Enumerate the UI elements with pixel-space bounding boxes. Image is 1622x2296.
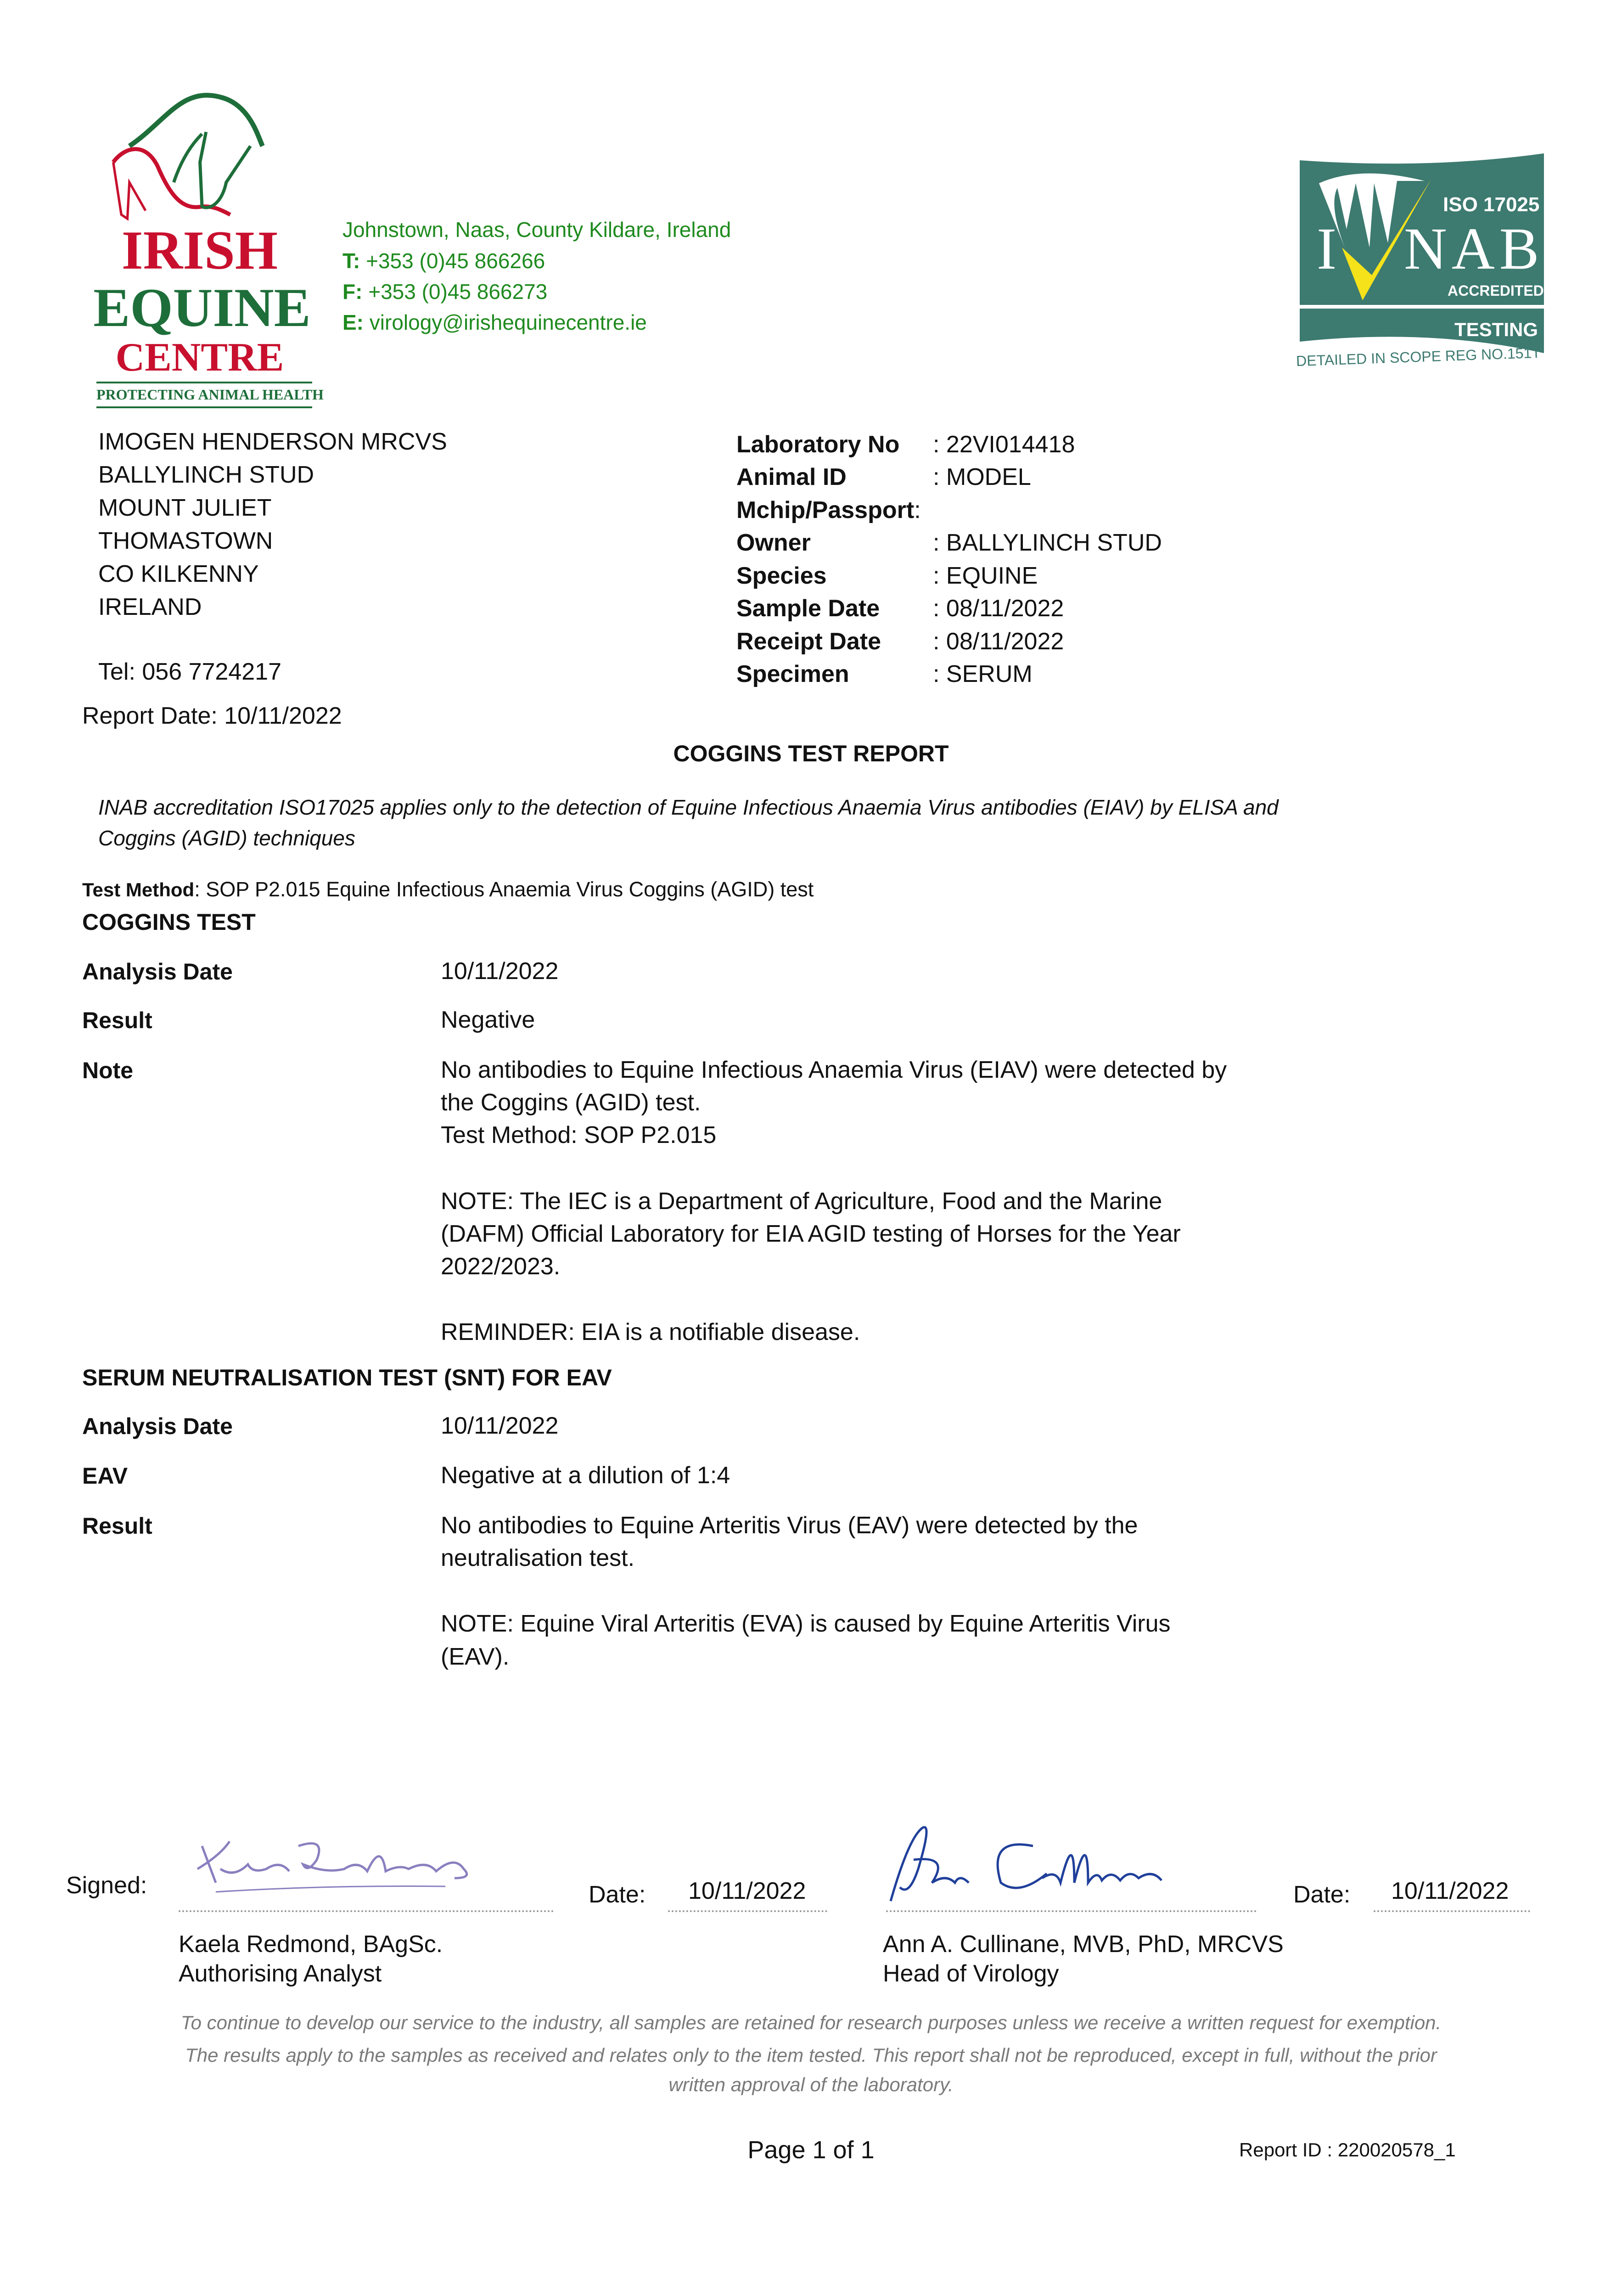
inab-iso: ISO 17025	[1443, 193, 1540, 216]
eav-label: EAV	[82, 1463, 128, 1489]
info-label: Owner	[736, 529, 811, 556]
sign-date-value: 10/11/2022	[688, 1878, 806, 1904]
info-value: : 22VI014418	[933, 431, 1075, 458]
fax-value: +353 (0)45 866273	[368, 280, 548, 304]
test-method-value: : SOP P2.015 Equine Infectious Anaemia Virus Coggins (AGID) test	[194, 878, 814, 901]
note-line: (DAFM) Official Laboratory for EIA AGID testing of Horses for the Year	[441, 1221, 1181, 1247]
info-value: : EQUINE	[933, 563, 1038, 589]
inab-testing: TESTING	[1454, 319, 1538, 340]
contact-address: Johnstown, Naas, County Kildare, Ireland	[342, 218, 731, 242]
info-label: Animal ID	[736, 464, 847, 490]
signer-name: Kaela Redmond, BAgSc.	[179, 1931, 443, 1958]
inab-accredited: ACCREDITED	[1448, 282, 1544, 299]
signer-role: Authorising Analyst	[179, 1960, 382, 1987]
address-line: IRELAND	[98, 594, 202, 620]
horse-logo-icon	[87, 90, 317, 223]
date-label: Date:	[1293, 1881, 1351, 1908]
result-label: Result	[82, 1007, 152, 1033]
footer-disclaimer: written approval of the laboratory.	[668, 2074, 954, 2095]
report-date: Report Date: 10/11/2022	[82, 703, 342, 729]
info-label: Receipt Date	[736, 628, 881, 655]
signature-line	[179, 1910, 554, 1912]
info-value: : MODEL	[933, 464, 1031, 490]
phone-value: +353 (0)45 866266	[366, 249, 545, 273]
contact-phone	[342, 250, 545, 271]
note-line: No antibodies to Equine Infectious Anaemia Virus (EIAV) were detected by	[441, 1057, 1227, 1083]
footer-disclaimer: To continue to develop our service to the industry, all samples are retained for research purposes unless we receive a written request for exemption.	[180, 2012, 1442, 2033]
snt-result-label: Result	[82, 1513, 152, 1539]
logo-equine: EQUINE	[93, 277, 311, 338]
snt-analysis-date-value: 10/11/2022	[441, 1412, 559, 1439]
snt-heading: SERUM NEUTRALISATION TEST (SNT) FOR EAV	[82, 1365, 612, 1390]
accreditation-note: Coggins (AGID) techniques	[98, 826, 355, 850]
date-line	[668, 1910, 827, 1912]
accreditation-note: INAB accreditation ISO17025 applies only to the detection of Equine Infectious Anaemia Virus antibodies (EIAV) by ELISA and	[98, 795, 1279, 819]
info-label: Sample Date	[736, 595, 880, 622]
date-label: Date:	[589, 1881, 646, 1908]
handwritten-signature-icon	[881, 1818, 1203, 1906]
info-label: Species	[736, 563, 827, 589]
inab-i: I	[1317, 216, 1337, 282]
eav-value: Negative at a dilution of 1:4	[441, 1462, 730, 1489]
logo-centre: CENTRE	[115, 335, 284, 380]
signature-ann-cullinane	[881, 1818, 1203, 1906]
signer-role: Head of Virology	[883, 1960, 1059, 1987]
irish-equine-centre-logo	[87, 90, 324, 411]
address-line: MOUNT JULIET	[98, 495, 272, 521]
snt-result-line: NOTE: Equine Viral Arteritis (EVA) is caused by Equine Arteritis Virus	[441, 1610, 1171, 1637]
sign-date-value: 10/11/2022	[1391, 1878, 1509, 1904]
snt-analysis-date-label: Analysis Date	[82, 1413, 233, 1439]
email-label: E:	[342, 310, 364, 334]
note-label: Note	[82, 1058, 134, 1083]
coggins-heading: COGGINS TEST	[82, 909, 256, 935]
info-label: Mchip/Passport	[736, 497, 915, 523]
inab-nab: NAB	[1404, 216, 1544, 282]
logo-irish: IRISH	[121, 219, 278, 281]
report-title: COGGINS TEST REPORT	[673, 741, 949, 766]
logo-tagline: PROTECTING ANIMAL HEALTH	[96, 386, 324, 403]
phone-label: T:	[342, 249, 360, 273]
signer-name: Ann A. Cullinane, MVB, PhD, MRCVS	[883, 1931, 1284, 1958]
info-value: : BALLYLINCH STUD	[933, 529, 1162, 556]
recipient-tel: Tel: 056 7724217	[98, 658, 282, 685]
info-value: : 08/11/2022	[933, 595, 1064, 622]
fax-label: F:	[342, 280, 363, 304]
contact-fax	[342, 281, 547, 302]
signature-kaela-redmond	[188, 1828, 487, 1901]
note-line: NOTE: The IEC is a Department of Agriculture, Food and the Marine	[441, 1188, 1162, 1215]
handwritten-signature-icon	[188, 1828, 487, 1901]
note-line: the Coggins (AGID) test.	[441, 1089, 701, 1116]
address-line: THOMASTOWN	[98, 528, 273, 554]
address-line: CO KILKENNY	[98, 561, 259, 587]
contact-email	[342, 312, 647, 333]
info-value: : 08/11/2022	[933, 628, 1064, 655]
note-line: REMINDER: EIA is a notifiable disease.	[441, 1319, 860, 1345]
result-value: Negative	[441, 1007, 535, 1033]
address-line: BALLYLINCH STUD	[98, 461, 314, 488]
address-line: IMOGEN HENDERSON MRCVS	[98, 428, 447, 455]
info-label: Specimen	[736, 661, 849, 687]
info-row-mchip	[736, 498, 921, 522]
page-number: Page 1 of 1	[747, 2136, 875, 2164]
date-line	[1374, 1910, 1530, 1912]
test-method-label: Test Method	[82, 879, 195, 900]
inab-scope: DETAILED IN SCOPE REG NO.151T	[1296, 344, 1541, 370]
analysis-date-label: Analysis Date	[82, 959, 233, 985]
info-value: : SERUM	[933, 661, 1033, 687]
snt-result-line: No antibodies to Equine Arteritis Virus (EAV) were detected by the	[441, 1512, 1138, 1539]
note-line: 2022/2023.	[441, 1253, 561, 1280]
email-link[interactable]: virology@irishequinecentre.ie	[369, 310, 647, 334]
inab-accreditation-logo	[1291, 146, 1552, 376]
report-id: Report ID : 220020578_1	[1239, 2139, 1456, 2161]
test-method	[82, 879, 814, 900]
snt-result-line: (EAV).	[441, 1643, 510, 1670]
analysis-date-value: 10/11/2022	[441, 958, 559, 985]
info-label: Laboratory No	[736, 431, 900, 458]
signature-line	[886, 1910, 1257, 1912]
signed-label: Signed:	[66, 1872, 147, 1899]
snt-result-line: neutralisation test.	[441, 1545, 635, 1571]
footer-disclaimer: The results apply to the samples as received and relates only to the item tested. This report shall not be reproduced, except in full, without the prior	[185, 2044, 1437, 2066]
note-line: Test Method: SOP P2.015	[441, 1122, 717, 1148]
info-value: :	[914, 497, 921, 523]
